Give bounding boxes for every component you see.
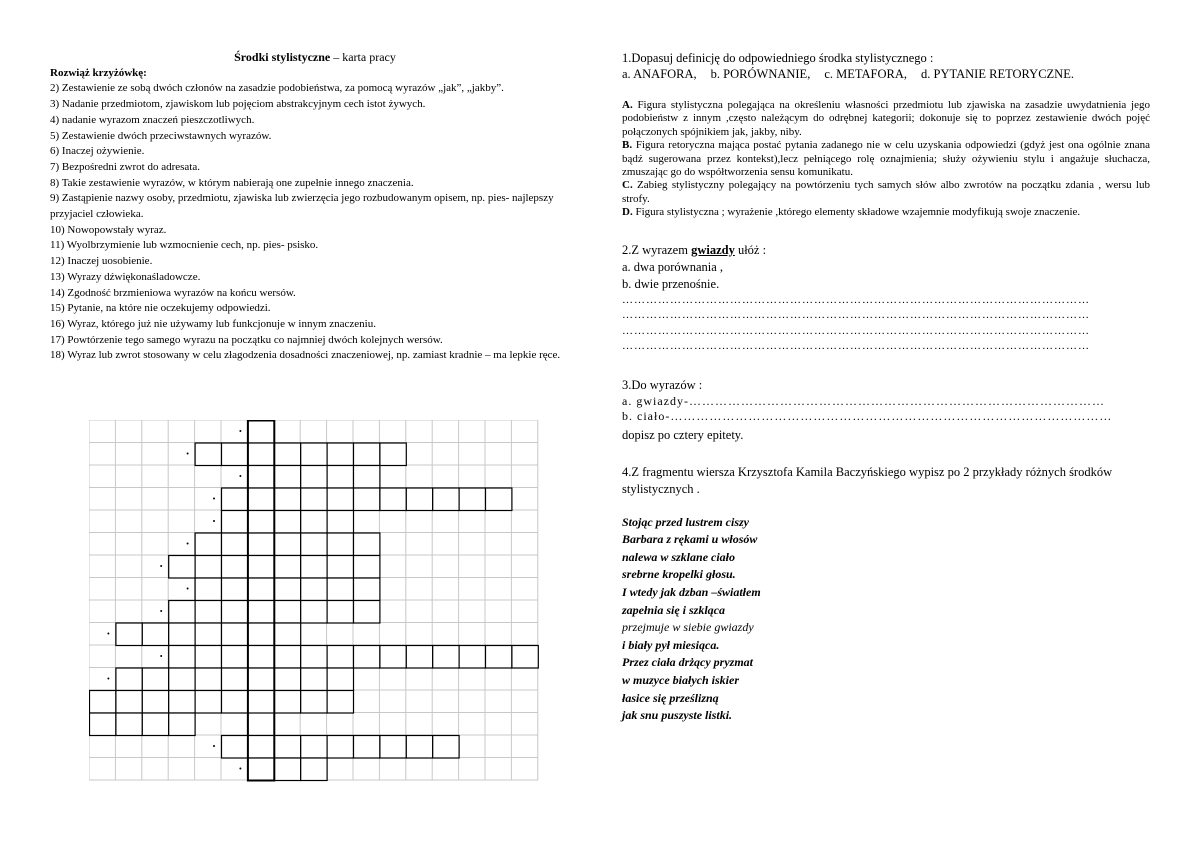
crossword-cell: [248, 691, 274, 714]
clue-number-marker: [160, 565, 162, 567]
crossword-cell: [222, 646, 248, 669]
crossword-cell: [90, 691, 116, 714]
crossword-cell: [301, 556, 327, 579]
definition-letter: B.: [622, 139, 633, 152]
clue-item: 6) Inaczej ożywienie.: [50, 145, 145, 158]
option-a: a. ANAFORA,: [622, 67, 697, 81]
definition-text: Figura stylistyczna polegająca na określeniu własności przedmiotu lub zjawiska na zasadzie uwydatnienia jego podobieństw z innym ,często należącym do odrębnej kategorii; dokonuje się to poprzez zestawienie dwóch pojęć połączonych spójnikiem jak, jakby, niby.: [622, 99, 1150, 138]
crossword-cell: [406, 736, 432, 759]
crossword-cell: [327, 533, 353, 556]
crossword-cell: [222, 691, 248, 714]
crossword-cell: [327, 443, 353, 466]
crossword-cell: [354, 578, 380, 601]
crossword-cell: [459, 646, 485, 669]
option-d: d. PYTANIE RETORYCZNE.: [921, 67, 1074, 81]
poem-line: w muzyce białych iskier: [622, 673, 739, 687]
definition-c: [622, 179, 1150, 206]
task-3-note: dopisz po cztery epitety.: [622, 427, 744, 442]
crossword-cell: [142, 691, 168, 714]
crossword-cell: [380, 736, 406, 759]
definition-text: Figura retoryczna mająca postać pytania zadanego nie w celu uzyskania odpowiedzi (gdyż jest ona ogólnie znana bądź sugerowana przez kontekst),lecz pełniącego rolę oznajmienia; służy ożywieniu stylu i angażuje słuchacza, zmuszając go do współtworzenia sensu komunikatu.: [622, 139, 1150, 179]
crossword-cell: [301, 646, 327, 669]
clue-item: 12) Inaczej uosobienie.: [50, 255, 153, 268]
clue-number-marker: [187, 453, 189, 455]
definition-letter: D.: [622, 206, 633, 219]
worksheet-left-column: [50, 50, 580, 364]
answer-line[interactable]: ………………………………………………………………………………………………………: [622, 324, 1090, 337]
crossword-cell: [274, 443, 300, 466]
crossword-cell: [195, 601, 221, 624]
crossword-cell: [433, 736, 459, 759]
clue-item: 11) Wyolbrzymienie lub wzmocnienie cech, np. pies- psisko.: [50, 239, 319, 252]
clue-number-marker: [239, 768, 241, 770]
crossword-cell: [327, 556, 353, 579]
crossword-cell: [274, 691, 300, 714]
poem-line: zapełnia się i szkląca: [622, 602, 726, 617]
clue-list: [50, 81, 580, 364]
definition-letter: A.: [622, 99, 633, 111]
crossword-cell: [301, 758, 327, 781]
crossword-cell: [222, 736, 248, 759]
clue-item: 14) Zgodność brzmieniowa wyrazów na końcu wersów.: [50, 286, 296, 299]
crossword-cell: [248, 421, 274, 444]
clue-number-marker: [107, 678, 109, 680]
clue-item: 3) Nadanie przedmiotom, zjawiskom lub pojęciom abstrakcyjnym cech istot żywych.: [50, 98, 426, 111]
crossword-cell: [248, 758, 274, 781]
crossword-cell: [169, 646, 195, 669]
poem-line: Przez ciała drżący pryzmat: [622, 655, 753, 670]
crossword-instruction: Rozwiąż krzyżówkę:: [50, 66, 147, 79]
poem-line: i biały pył miesiąca.: [622, 637, 720, 652]
crossword-cell: [222, 443, 248, 466]
crossword-cell: [248, 488, 274, 511]
crossword-cell: [301, 736, 327, 759]
crossword-cell: [354, 601, 380, 624]
crossword-cell: [354, 488, 380, 511]
poem-line: łasice się prześlizną: [622, 690, 719, 705]
clue-number-marker: [239, 430, 241, 432]
crossword-cell: [354, 646, 380, 669]
crossword-cell: [274, 488, 300, 511]
clue-number-marker: [213, 520, 215, 522]
definition-letter: C.: [622, 179, 633, 192]
crossword-cell: [274, 758, 300, 781]
crossword-cell: [169, 691, 195, 714]
poem-line: Barbara z rękami u włosów: [622, 532, 758, 547]
poem-line: srebrne kropelki głosu.: [622, 567, 736, 582]
crossword-cell: [354, 556, 380, 579]
crossword-cell: [195, 623, 221, 646]
task-1-title: 1.Dopasuj definicję do odpowiedniego środka stylistycznego :: [622, 51, 934, 65]
crossword-cell: [354, 443, 380, 466]
task-2-keyword: gwiazdy: [691, 242, 735, 257]
crossword-cell: [248, 533, 274, 556]
definition-a: [622, 99, 1150, 139]
crossword-cell: [486, 488, 512, 511]
crossword-cell: [248, 736, 274, 759]
poem-line: I wtedy jak dzban –światłem: [622, 585, 761, 600]
crossword-cell: [248, 466, 274, 489]
crossword-cell: [274, 556, 300, 579]
crossword-cell: [222, 578, 248, 601]
task-3-item-b[interactable]: b. ciało-…………………………………………………………………………………………: [622, 409, 1113, 424]
crossword-cell: [116, 691, 142, 714]
clue-item: 7) Bezpośredni zwrot do adresata.: [50, 160, 200, 173]
task-1-options: [622, 67, 1150, 82]
crossword-cell: [274, 646, 300, 669]
crossword-cell: [512, 646, 538, 669]
crossword-cell: [274, 533, 300, 556]
crossword-cell: [222, 511, 248, 534]
crossword-cell: [459, 488, 485, 511]
crossword-cell: [195, 578, 221, 601]
crossword-cell: [248, 443, 274, 466]
crossword-cell: [301, 533, 327, 556]
clue-item: 15) Pytanie, na które nie oczekujemy odpowiedzi.: [50, 302, 271, 315]
crossword-cell: [274, 601, 300, 624]
clue-number-marker: [107, 633, 109, 635]
clue-number-marker: [160, 655, 162, 657]
clue-item: 16) Wyraz, którego już nie używamy lub funkcjonuje w innym znaczeniu.: [50, 317, 376, 330]
poem-line: przejmuje w siebie gwiazdy: [622, 620, 754, 635]
title-rest: – karta pracy: [330, 50, 396, 64]
task-2-title: [622, 242, 1150, 259]
crossword-cell: [222, 533, 248, 556]
crossword-cell: [274, 736, 300, 759]
definition-text: Zabieg stylistyczny polegający na powtórzeniu tych samych słów albo zwrotów na początku zdania , wersu lub strofy.: [622, 179, 1150, 205]
crossword-cell: [195, 533, 221, 556]
worksheet-right-column: [622, 50, 1150, 725]
definition-text: Figura stylistyczna ; wyrażenie ,którego elementy składowe wzajemnie modyfikują swoje znaczenie.: [632, 206, 1081, 219]
clue-item: 4) nadanie wyrazom znaczeń pieszczotliwych.: [50, 113, 255, 126]
crossword-cell: [222, 488, 248, 511]
crossword-cell: [327, 646, 353, 669]
crossword-cell: [169, 623, 195, 646]
crossword-cell: [301, 578, 327, 601]
task-2-item-b: b. dwie przenośnie.: [622, 276, 720, 291]
clue-number-marker: [213, 745, 215, 747]
clue-item: 13) Wyrazy dźwiękonaśladowcze.: [50, 270, 201, 283]
crossword-cell: [327, 578, 353, 601]
crossword-cell: [195, 556, 221, 579]
crossword-cell: [327, 668, 353, 691]
crossword-cell: [301, 511, 327, 534]
crossword-cell: [222, 623, 248, 646]
crossword-cell: [169, 556, 195, 579]
crossword-cell: [301, 488, 327, 511]
crossword-cell: [327, 736, 353, 759]
crossword-cell: [142, 623, 168, 646]
crossword-cell: [116, 713, 142, 736]
crossword-cell: [274, 623, 300, 646]
answer-line[interactable]: ………………………………………………………………………………………………………: [622, 309, 1090, 322]
crossword-cell: [301, 691, 327, 714]
crossword-cell: [274, 511, 300, 534]
crossword-cell: [327, 466, 353, 489]
option-c: c. METAFORA,: [824, 67, 908, 81]
crossword-cell: [222, 556, 248, 579]
crossword-cell: [195, 691, 221, 714]
crossword-cell: [327, 488, 353, 511]
crossword-cell: [433, 646, 459, 669]
crossword-cell: [142, 713, 168, 736]
crossword-cell: [301, 443, 327, 466]
task-3-title: 3.Do wyrazów :: [622, 377, 703, 392]
task-2-item-a: a. dwa porównania ,: [622, 259, 724, 274]
clue-number-marker: [213, 498, 215, 500]
crossword-cell: [169, 713, 195, 736]
crossword-cell: [248, 646, 274, 669]
clue-number-marker: [187, 543, 189, 545]
task-2-title-post: ułóż :: [734, 242, 767, 257]
crossword-cell: [274, 668, 300, 691]
crossword-cell: [380, 646, 406, 669]
crossword-cell: [301, 668, 327, 691]
crossword-cell: [222, 668, 248, 691]
crossword-cell: [486, 646, 512, 669]
crossword-cell: [274, 466, 300, 489]
crossword-cell: [90, 713, 116, 736]
crossword-cell: [433, 488, 459, 511]
crossword-cell: [169, 601, 195, 624]
crossword-cell: [354, 533, 380, 556]
crossword-cell: [248, 511, 274, 534]
crossword-cell: [380, 488, 406, 511]
crossword-cell: [248, 668, 274, 691]
crossword-cell: [248, 601, 274, 624]
crossword-cell: [195, 646, 221, 669]
clue-item: 9) Zastąpienie nazwy osoby, przedmiotu, zjawiska lub zwierzęcia jego rozbudowanym opisem, np. pies- najlepszy przyjaciel człowieka.: [50, 192, 554, 221]
definitions: [622, 99, 1150, 220]
poem: [622, 514, 1150, 725]
clue-item: 10) Nowopowstały wyraz.: [50, 223, 167, 236]
crossword-cell: [301, 601, 327, 624]
definition-d: [622, 206, 1150, 219]
task-3-item-a[interactable]: a. gwiazdy-……………………………………………………………………………………: [622, 393, 1105, 408]
crossword-cell: [354, 466, 380, 489]
crossword-cell: [354, 736, 380, 759]
crossword-cell: [406, 646, 432, 669]
crossword-cell: [222, 601, 248, 624]
crossword-cell: [116, 623, 142, 646]
task-4-title: 4.Z fragmentu wiersza Krzysztofa Kamila Baczyńskiego wypisz po 2 przykłady różnych środków stylistycznych .: [622, 464, 1113, 496]
clue-item: 2) Zestawienie ze sobą dwóch członów na zasadzie podobieństwa, za pomocą wyrazów „jak”, „jakby”.: [50, 82, 504, 95]
crossword-cell: [195, 443, 221, 466]
page-title: [50, 50, 580, 66]
crossword-cell: [169, 668, 195, 691]
clue-item: 17) Powtórzenie tego samego wyrazu na początku co najmniej dwóch kolejnych wersów.: [50, 333, 443, 346]
task-2-title-pre: 2.Z wyrazem: [622, 242, 692, 257]
crossword-cell: [248, 556, 274, 579]
poem-line: Stojąc przed lustrem ciszy: [622, 514, 750, 529]
crossword-cell: [406, 488, 432, 511]
crossword-cell: [142, 668, 168, 691]
clue-item: 8) Takie zestawienie wyrazów, w którym nabierają one zupełnie innego znaczenia.: [50, 176, 414, 189]
crossword-cell: [327, 691, 353, 714]
answer-line[interactable]: ………………………………………………………………………………………………………: [622, 293, 1090, 306]
option-b: b. PORÓWNANIE,: [710, 67, 811, 81]
definition-b: [622, 139, 1150, 179]
crossword-cell: [301, 466, 327, 489]
poem-line: nalewa w szklane ciało: [622, 549, 736, 564]
crossword-cell: [274, 578, 300, 601]
title-bold: Środki stylistyczne: [234, 50, 331, 64]
answer-line[interactable]: ………………………………………………………………………………………………………: [622, 340, 1090, 353]
crossword-grid[interactable]: [89, 420, 539, 790]
clue-number-marker: [239, 475, 241, 477]
crossword-cell: [380, 443, 406, 466]
clue-number-marker: [160, 610, 162, 612]
crossword-cell: [327, 601, 353, 624]
clue-number-marker: [187, 588, 189, 590]
crossword-cell: [195, 668, 221, 691]
clue-item: 18) Wyraz lub zwrot stosowany w celu złagodzenia dosadności znaczeniowej, np. zamiast kradnie – ma lepkie ręce.: [50, 349, 561, 362]
poem-line: jak snu puszyste listki.: [622, 708, 733, 723]
clue-item: 5) Zestawienie dwóch przeciwstawnych wyrazów.: [50, 129, 272, 142]
crossword-cell: [248, 578, 274, 601]
crossword-cell: [116, 668, 142, 691]
crossword-cell: [327, 511, 353, 534]
crossword-cell: [248, 623, 274, 646]
